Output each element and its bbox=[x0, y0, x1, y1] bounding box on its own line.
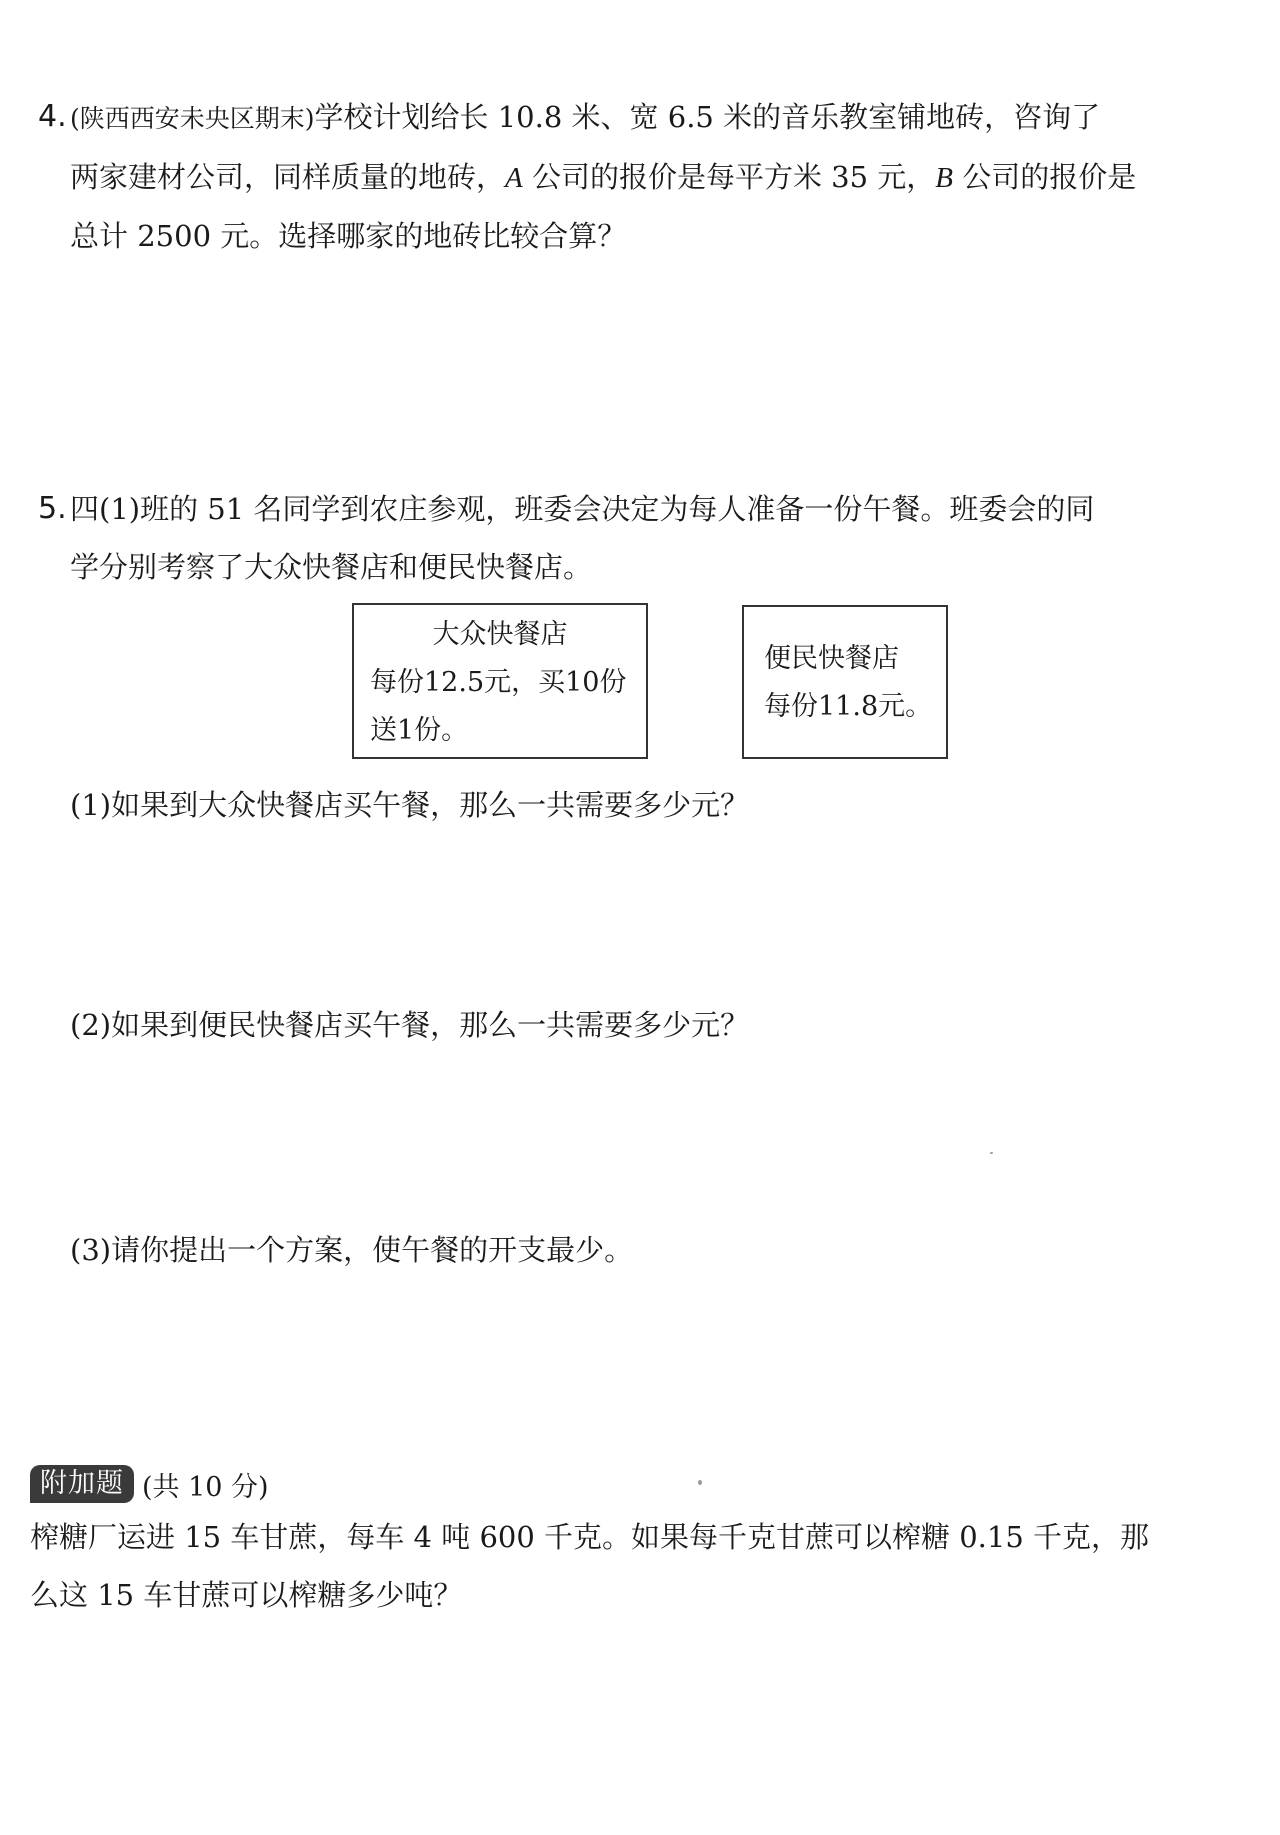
bonus-badge: 附加题 bbox=[30, 1465, 134, 1503]
problem-4-line-2-part-a: 两家建材公司，同样质量的地砖， bbox=[70, 160, 506, 194]
problem-4-line-3: 总计 2500 元。选择哪家的地砖比较合算？ bbox=[70, 219, 627, 253]
problem-5-line-1: 四(1)班的 51 名同学到农庄参观，班委会决定为每人准备一份午餐。班委会的同 bbox=[70, 492, 1095, 526]
problem-4-number: 4. bbox=[38, 99, 67, 134]
problem-4-source: (陕西西安未央区期末) bbox=[70, 104, 315, 133]
problem-5-line-2: 学分别考察了大众快餐店和便民快餐店。 bbox=[70, 550, 593, 584]
shop-a-box bbox=[352, 603, 648, 759]
company-a-label: A bbox=[505, 162, 523, 194]
problem-4-line-2-part-c: 公司的报价是 bbox=[953, 160, 1137, 194]
shop-a-price: 每份12.5元，买10份 bbox=[370, 667, 627, 698]
bonus-problem bbox=[30, 1508, 1149, 1624]
shop-b-box bbox=[742, 605, 948, 759]
scan-speck bbox=[990, 1152, 993, 1154]
bonus-line-2: 么这 15 车甘蔗可以榨糖多少吨？ bbox=[30, 1578, 463, 1612]
bonus-points-note: (共 10 分) bbox=[142, 1471, 269, 1503]
problem-5-question-3: (3)请你提出一个方案，使午餐的开支最少。 bbox=[70, 1233, 634, 1267]
problem-4 bbox=[38, 88, 1248, 265]
problem-5-question-2: (2)如果到便民快餐店买午餐，那么一共需要多少元？ bbox=[70, 1008, 750, 1042]
problem-4-line-1-text: 学校计划给长 10.8 米、宽 6.5 米的音乐教室铺地砖，咨询了 bbox=[314, 100, 1101, 134]
problem-4-line-2-part-b: 公司的报价是每平方米 35 元， bbox=[522, 160, 936, 194]
bonus-header bbox=[30, 1462, 269, 1506]
shop-a-title: 大众快餐店 bbox=[432, 619, 568, 650]
scan-speck bbox=[698, 1480, 702, 1485]
shop-b-title: 便民快餐店 bbox=[764, 643, 899, 674]
problem-4-line-2 bbox=[38, 148, 1248, 207]
problem-4-line-1 bbox=[38, 88, 1248, 148]
shop-b-price: 每份11.8元。 bbox=[764, 691, 933, 722]
shop-a-offer: 送1份。 bbox=[370, 715, 469, 746]
problem-5-question-1: (1)如果到大众快餐店买午餐，那么一共需要多少元？ bbox=[70, 788, 750, 822]
problem-5 bbox=[38, 480, 1248, 596]
problem-5-number: 5. bbox=[38, 491, 67, 526]
bonus-line-1: 榨糖厂运进 15 车甘蔗，每车 4 吨 600 千克。如果每千克甘蔗可以榨糖 0.15 千克，那 bbox=[30, 1520, 1150, 1554]
company-b-label: B bbox=[935, 162, 954, 194]
